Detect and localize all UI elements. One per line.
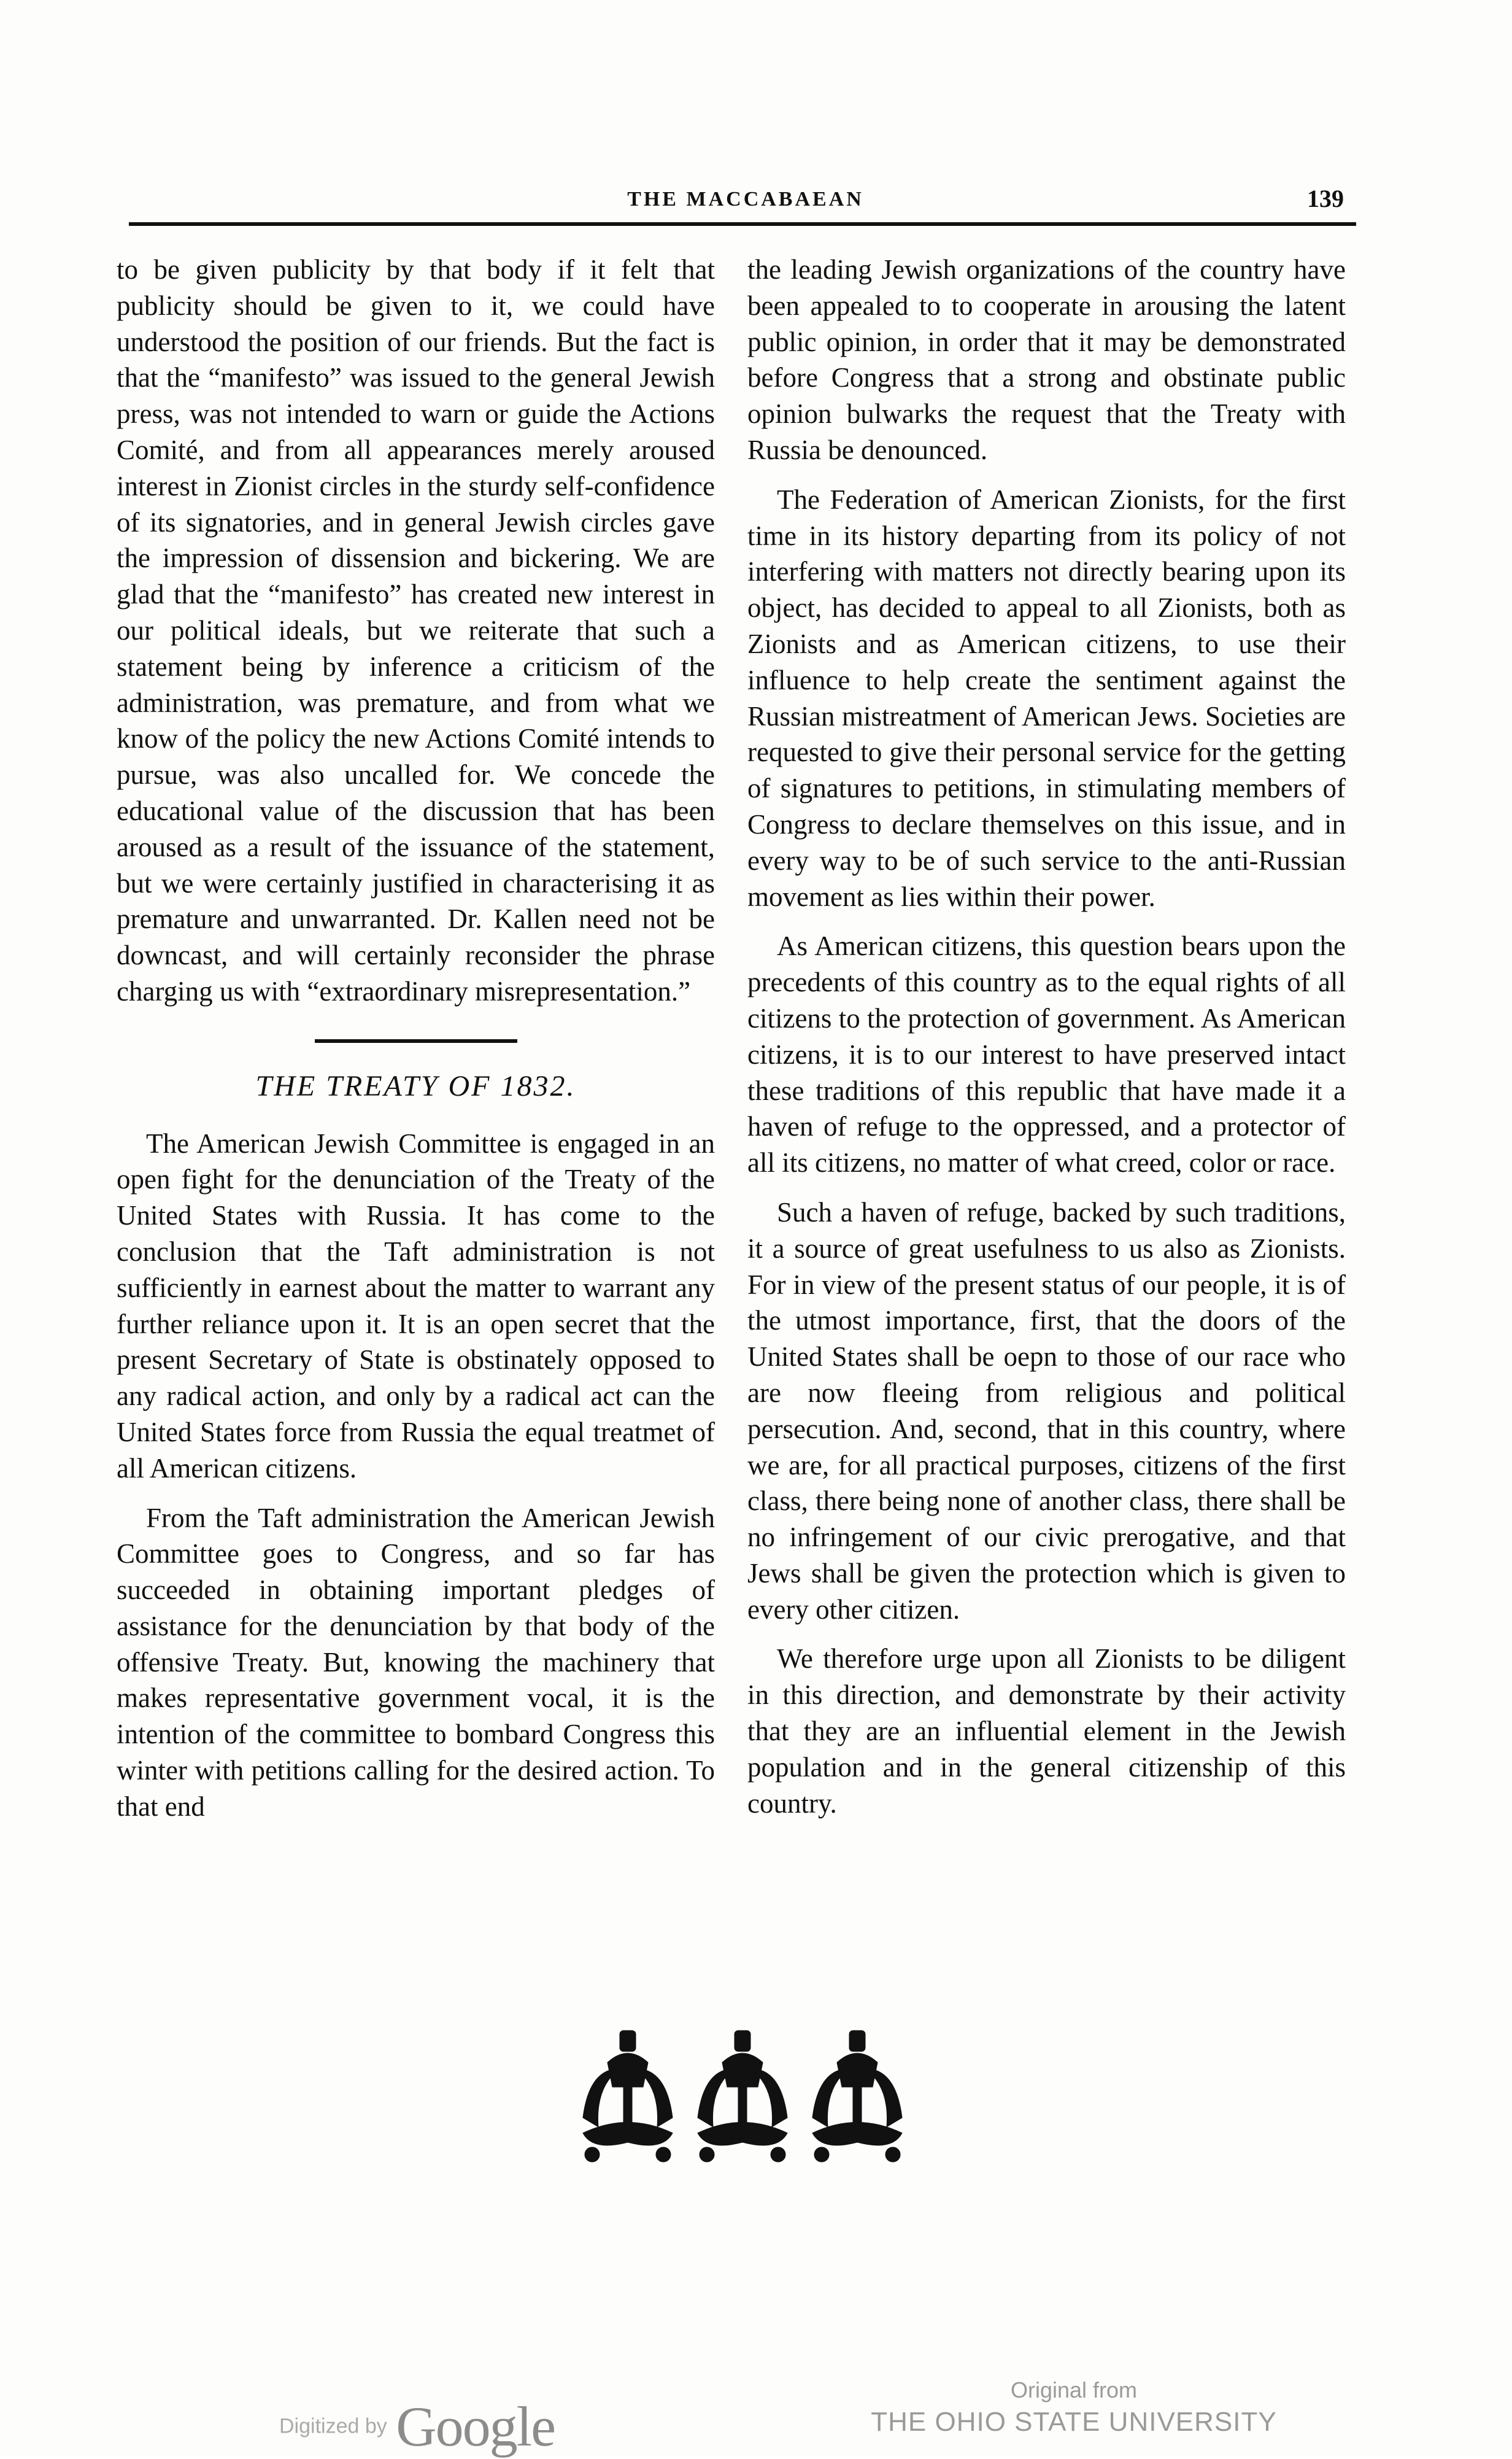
triple-crown-wreath-ornament-icon [571,2026,914,2173]
right-column [747,252,1346,1835]
paragraph: the leading Jewish organizations of the country have been appealed to to cooperate in arousing the latent public opinion, in order that it may be demonstrated before Congress that a strong and obstinate public opinion bulwarks the request that the Treaty with Russia be denounced. [747,254,1346,465]
paragraph: The American Jewish Committee is engaged in an open fight for the denunciation of the Treaty of the United States with Russia. It has come to the conclusion that the Taft administration is not sufficiently in earnest about the matter to warrant any further reliance upon it. It is an open secret that the present Secretary of State is obstinately opposed to any radical action, and only by a radical act can the United States force from Russia the equal treatmet of all American citizens. [117,1128,715,1484]
digitized-watermark [279,2394,555,2458]
paragraph: to be given publicity by that body if it felt that publicity should be given to it, we could have understood the position of our friends. But the fact is that the “manifesto” was issued to the general Jewish press, was not intended to warn or guide the Actions Comité, and from all appearances merely aroused interest in Zionist circles in the sturdy self-confidence of its signatories, and in general Jewish circles gave the impression of dissension and bickering. We are glad that the “manifesto” has created new interest in our political ideals, but we reiterate that such a statement being by inference a criticism of the administration, was premature, and from what we know of the policy the new Actions Comité intends to pursue, was also uncalled for. We concede the educational value of the discussion that has been aroused as a result of the issuance of the statement, but we were certainly justified in characterising it as premature and unwarranted. Dr. Kallen need not be downcast, and will certainly reconsider the phrase charging us with “extraordinary misrepresentation.” [117,254,715,1007]
source-watermark [859,2376,1289,2439]
left-column [117,252,715,1838]
paragraph: The Federation of American Zionists, for the first time in its history departing from its policy of not interfering with matters not directly bearing upon its object, has decided to appeal to all Zionists, both as Zionists and as American citizens, to use their influence to help create the sentiment against the Russian mistreatment of American Jews. Societies are requested to give their personal service for the getting of signatures to petitions, in stimulating members of Congress to declare themselves on this issue, and in every way to be of such service to the anti-Russian movement as lies within their power. [747,484,1346,912]
digitized-label: Digitized by [279,2414,387,2438]
section-title: THE TREATY OF 1832. [255,1069,576,1102]
running-head [132,183,1359,226]
page-number: 139 [1307,185,1344,212]
paragraph: Such a haven of refuge, backed by such traditions, it a source of great usefulness to us also as Zionists. For in view of the present status of our people, it is of the utmost importance, first, that the doors of the United States shall be oepn to those of our race who are now fleeing from religious and political persecution. And, second, that in this country, where we are, for all practical purposes, citizens of the first class, there being none of another class, there shall be no infringement of our civic prerogative, and that Jews shall be given the protection which is given to every other citizen. [747,1196,1346,1625]
paragraph: As American citizens, this question bears upon the precedents of this country as to the equal rights of all citizens to the protection of government. As American citizens, it is to our interest to have preserved intact these traditions of this republic that have made it a haven of refuge to the oppressed, and a protector of all its citizens, no matter of what creed, color or race. [747,931,1346,1179]
original-from-label: Original from [1010,2377,1138,2403]
paragraph: From the Taft administration the American Jewish Committee goes to Congress, and so far has succeeded in obtaining important pledges of assistance for the denunciation by that body of the offensive Treaty. But, knowing the machinery that makes representative government vocal, it is the intention of the committee to bombard Congress this winter with petitions calling for the desired action. To that end [117,1502,715,1822]
journal-title: THE MACCABAEAN [627,188,864,211]
digitizer-brand: Google [396,2395,555,2458]
paragraph: We therefore urge upon all Zionists to be diligent in this direction, and demonstrate by their activity that they are an influential element in the Jewish population and in the general citizenship of this country. [747,1643,1346,1819]
section-divider-rule [315,1039,517,1043]
header-rule [129,222,1356,226]
source-institution: THE OHIO STATE UNIVERSITY [871,2407,1277,2437]
